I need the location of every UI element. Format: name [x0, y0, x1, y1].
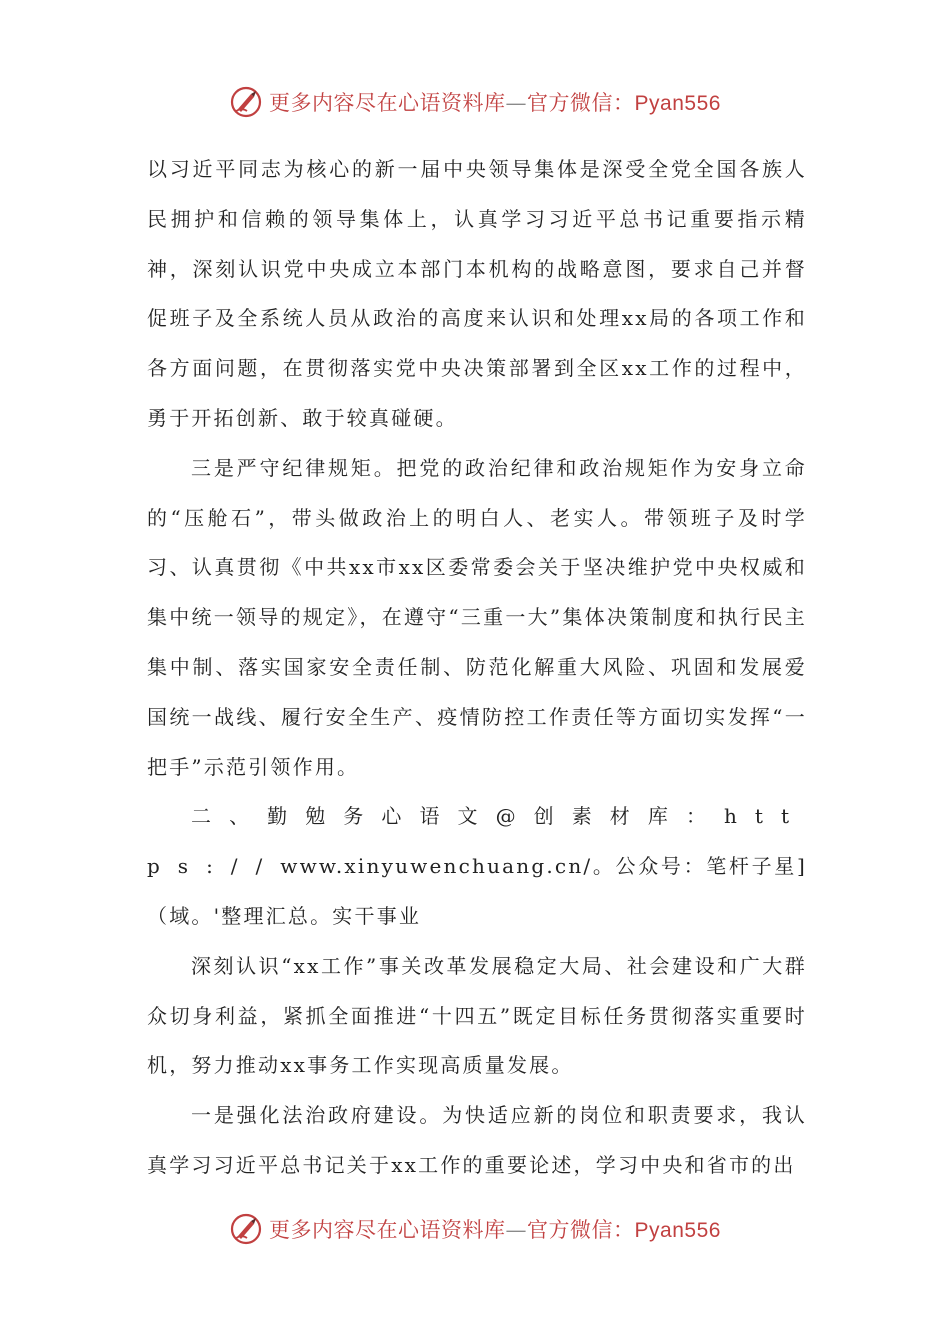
header-banner: [0, 80, 950, 124]
paragraph-1: 以习近平同志为核心的新一届中央领导集体是深受全党全国各族人民拥护和信赖的领导集体上，认真学习习近平总书记重要指示精神，深刻认识党中央成立本部门本机构的战略意图，要求自己并督促班子及全系统人员从政治的高度来认识和处理xx局的各项工作和各方面问题，在贯彻落实党中央决策部署到全区xx工作的过程中，勇于开拓创新、敢于较真碰硬。: [147, 157, 807, 430]
footer-banner: [0, 1207, 950, 1251]
header-banner-inner: [229, 85, 721, 119]
header-banner-text: [269, 87, 721, 117]
footer-banner-separator: —: [505, 1218, 528, 1242]
paragraph-4: 深刻认识“xx工作”事关改革发展稳定大局、社会建设和广大群众切身利益，紧抓全面推进“十四五”既定目标任务贯彻落实重要时机，努力推动xx事务工作实现高质量发展。: [147, 953, 807, 1078]
footer-wechat-id: Pyan556: [634, 1219, 721, 1242]
paragraph-2: 三是严守纪律规矩。把党的政治纪律和政治规矩作为安身立命的“压舱石”，带头做政治上的明白人、老实人。带领班子及时学习、认真贯彻《中共xx市xx区委常委会关于坚决维护党中央权威和集中统一领导的规定》，在遵守“三重一大”集体决策制度和执行民主集中制、落实国家安全责任制、防范化解重大风险、巩固和发展爱国统一战线、履行安全生产、疫情防控工作责任等方面切实发挥“一把手”示范引领作用。: [147, 455, 807, 779]
footer-banner-text: [269, 1214, 721, 1244]
section-heading-rest: www.xinyuwenchuang.cn/。公众号：笔杆子星]（域。'整理汇总。实干事业: [147, 854, 807, 928]
footer-banner-label: 官方微信：: [527, 1218, 635, 1242]
header-banner-label: 官方微信：: [527, 91, 635, 115]
footer-banner-inner: [229, 1212, 721, 1246]
footer-banner-title: 更多内容尽在心语资料库: [269, 1218, 506, 1242]
header-wechat-id: Pyan556: [634, 92, 721, 115]
header-banner-title: 更多内容尽在心语资料库: [269, 91, 506, 115]
header-banner-separator: —: [505, 91, 528, 115]
pen-logo-icon: [229, 1212, 263, 1246]
paragraph-3: [147, 792, 807, 941]
paragraph-5: 一是强化法治政府建设。为快适应新的岗位和职责要求，我认真学习习近平总书记关于xx工作的重要论述，学习中央和省市的出: [147, 1103, 807, 1177]
pen-logo-icon: [229, 85, 263, 119]
document-body: [147, 145, 807, 1191]
section-heading-lead: 二、勤勉务心语文@创素材库：https://: [147, 804, 807, 879]
